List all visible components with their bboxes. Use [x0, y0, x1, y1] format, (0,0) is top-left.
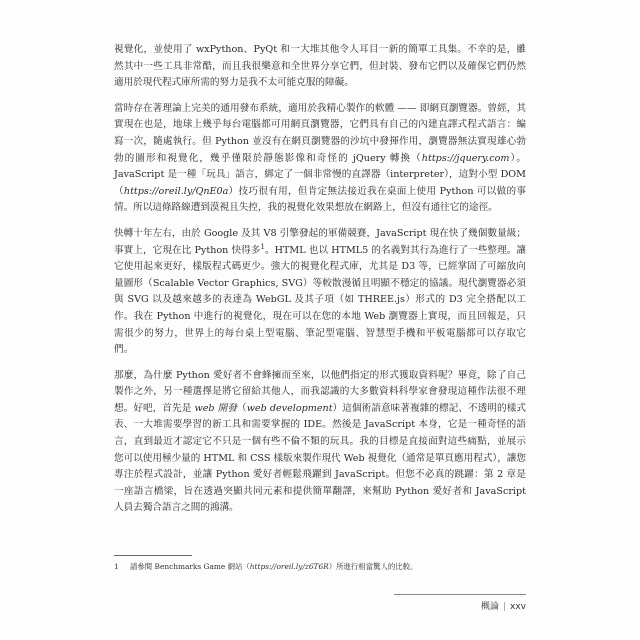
web-dev-term-zh: web 開發: [194, 402, 238, 414]
web-dev-term-en: web development: [246, 402, 333, 414]
footnote-text-b: ）所進行相當驚人的比較。: [328, 562, 418, 571]
jquery-url: https://jquery.com: [421, 152, 510, 164]
paragraph-3-text-b: 。HTML 也以 HTML5 的名義對其行為進行了一些整理。讓它使用起來更好，樣版程式碼更少。強大的視覺化程式庫，尤其是 D3 等，已經掌固了可縮放向量圖形（Scalable Vector Graphics, SVG）等較散漫循且明顯不穩定的協議。現代瀏覽器必須與 SVG 以及越來越多的表達為 WebGL 及其子項（如 THREE.js）形式的 D3 完全搭配以工作。我在 Python 中進行的視覺化，現在可以在您的本地 Web 瀏覽器上實現，而且回報是，只需很少的努力，世界上的每台桌上型電腦、筆記型電腦、智慧型手機和平板電腦都可以存取它們。: [114, 244, 526, 356]
page-folio: [394, 599, 526, 612]
footnote-text-a: 請參閱 Benchmarks Game 網站（: [130, 562, 250, 571]
folio-section: 概論: [480, 602, 499, 612]
paragraph-4-text-a: 那麼，為什麼 Python 愛好者不會蜂擁而至來，以他們指定的形式獲取資料呢？畢竟，除了自己製作之外，另一種選擇是將它留給其他人，而我認識的大多數資料科學家會發現這種作法很不理想。好吧，首先是: [114, 369, 526, 414]
footnote-url: https://oreil.ly/z6T6R: [249, 562, 329, 571]
paragraph-1: 視覺化，並使用了 wxPython、PyQt 和一大堆其他令人耳目一新的簡單工具集。不幸的是，雖然其中一些工具非常酷，而且我很樂意和全世界分享它們，但封裝、發布它們以及確保它們仍然適用於現代程式庫所需的努力是我不太可能克服的障礙。: [114, 44, 526, 89]
paragraph-2-text-b: ）。JavaScript 是一種「玩具」語言，綁定了一個非常慢的直譯器（interpreter），這對小型 DOM（: [114, 152, 526, 197]
footnote-number: 1: [114, 562, 119, 571]
folio-divider: [394, 594, 526, 595]
footnote: [114, 561, 526, 572]
paragraph-2-text-c: ）技巧很有用，但肯定無法接近我在桌面上使用 Python 可以做的事情。所以這條路線遭到漠視且失控，我的視覺化效果想放在網路上，但沒有通往它的途徑。: [114, 185, 526, 214]
paragraph-4-text-b: （: [237, 402, 247, 414]
footnote-divider: [114, 555, 192, 556]
paragraph-4-text-c: ）這個術語意味著複雜的標記、不透明的樣式表、一大堆需要學習的新工具和需要掌握的 IDE。然後是 JavaScript 本身，它是一種奇怪的語言，直到最近才認定它不只是一個有些不倫不類的玩具。我的目標是直接面對這些痛點，並展示您可以使用極少量的 HTML 和 CSS 樣版來製作現代 Web 視覺化（通常是單頁應用程式），讓您專注於程式設計，並讓 Python 愛好者輕鬆飛躍到 JavaScript。但您不必真的跳躍：第 2 章是一座語言橋梁，旨在透過突顯共同元素和提供簡單翻譯，來幫助 Python 愛好者和 JavaScript 人員去獨合語言之間的鴻溝。: [114, 402, 526, 514]
page-number: xxv: [510, 602, 526, 612]
dom-url: https://oreil.ly/QnE0a: [123, 185, 229, 197]
folio-separator: |: [502, 602, 507, 612]
paragraph-3: [114, 226, 526, 359]
paragraph-3-text-a: 快轉十年左右，由於 Google 及其 V8 引擎發起的軍備競賽，JavaScript 現在快了幾個數量級；事實上，它現在比 Python 快得多: [114, 227, 526, 256]
paragraph-4: [114, 368, 526, 517]
footnote-reference: 1: [260, 242, 265, 251]
body-text: [114, 42, 526, 526]
paragraph-2: [114, 101, 526, 217]
paragraph-2-text-a: 當時存在著理論上完美的通用發布系統，適用於我精心製作的軟體 —— 即網頁瀏覽器。曾經，其實現在也是，地球上幾乎每台電腦都可用網頁瀏覽器，它們具有自己的內建直譯式程式語言：編寫一次，隨處執行。但 Python 並沒有在網頁瀏覽器的沙坑中發揮作用，瀏覽器無法實現雄心勃勃的圖形和視覺化，幾乎僅限於靜態影像和奇怪的 jQuery 轉換（: [114, 102, 526, 164]
